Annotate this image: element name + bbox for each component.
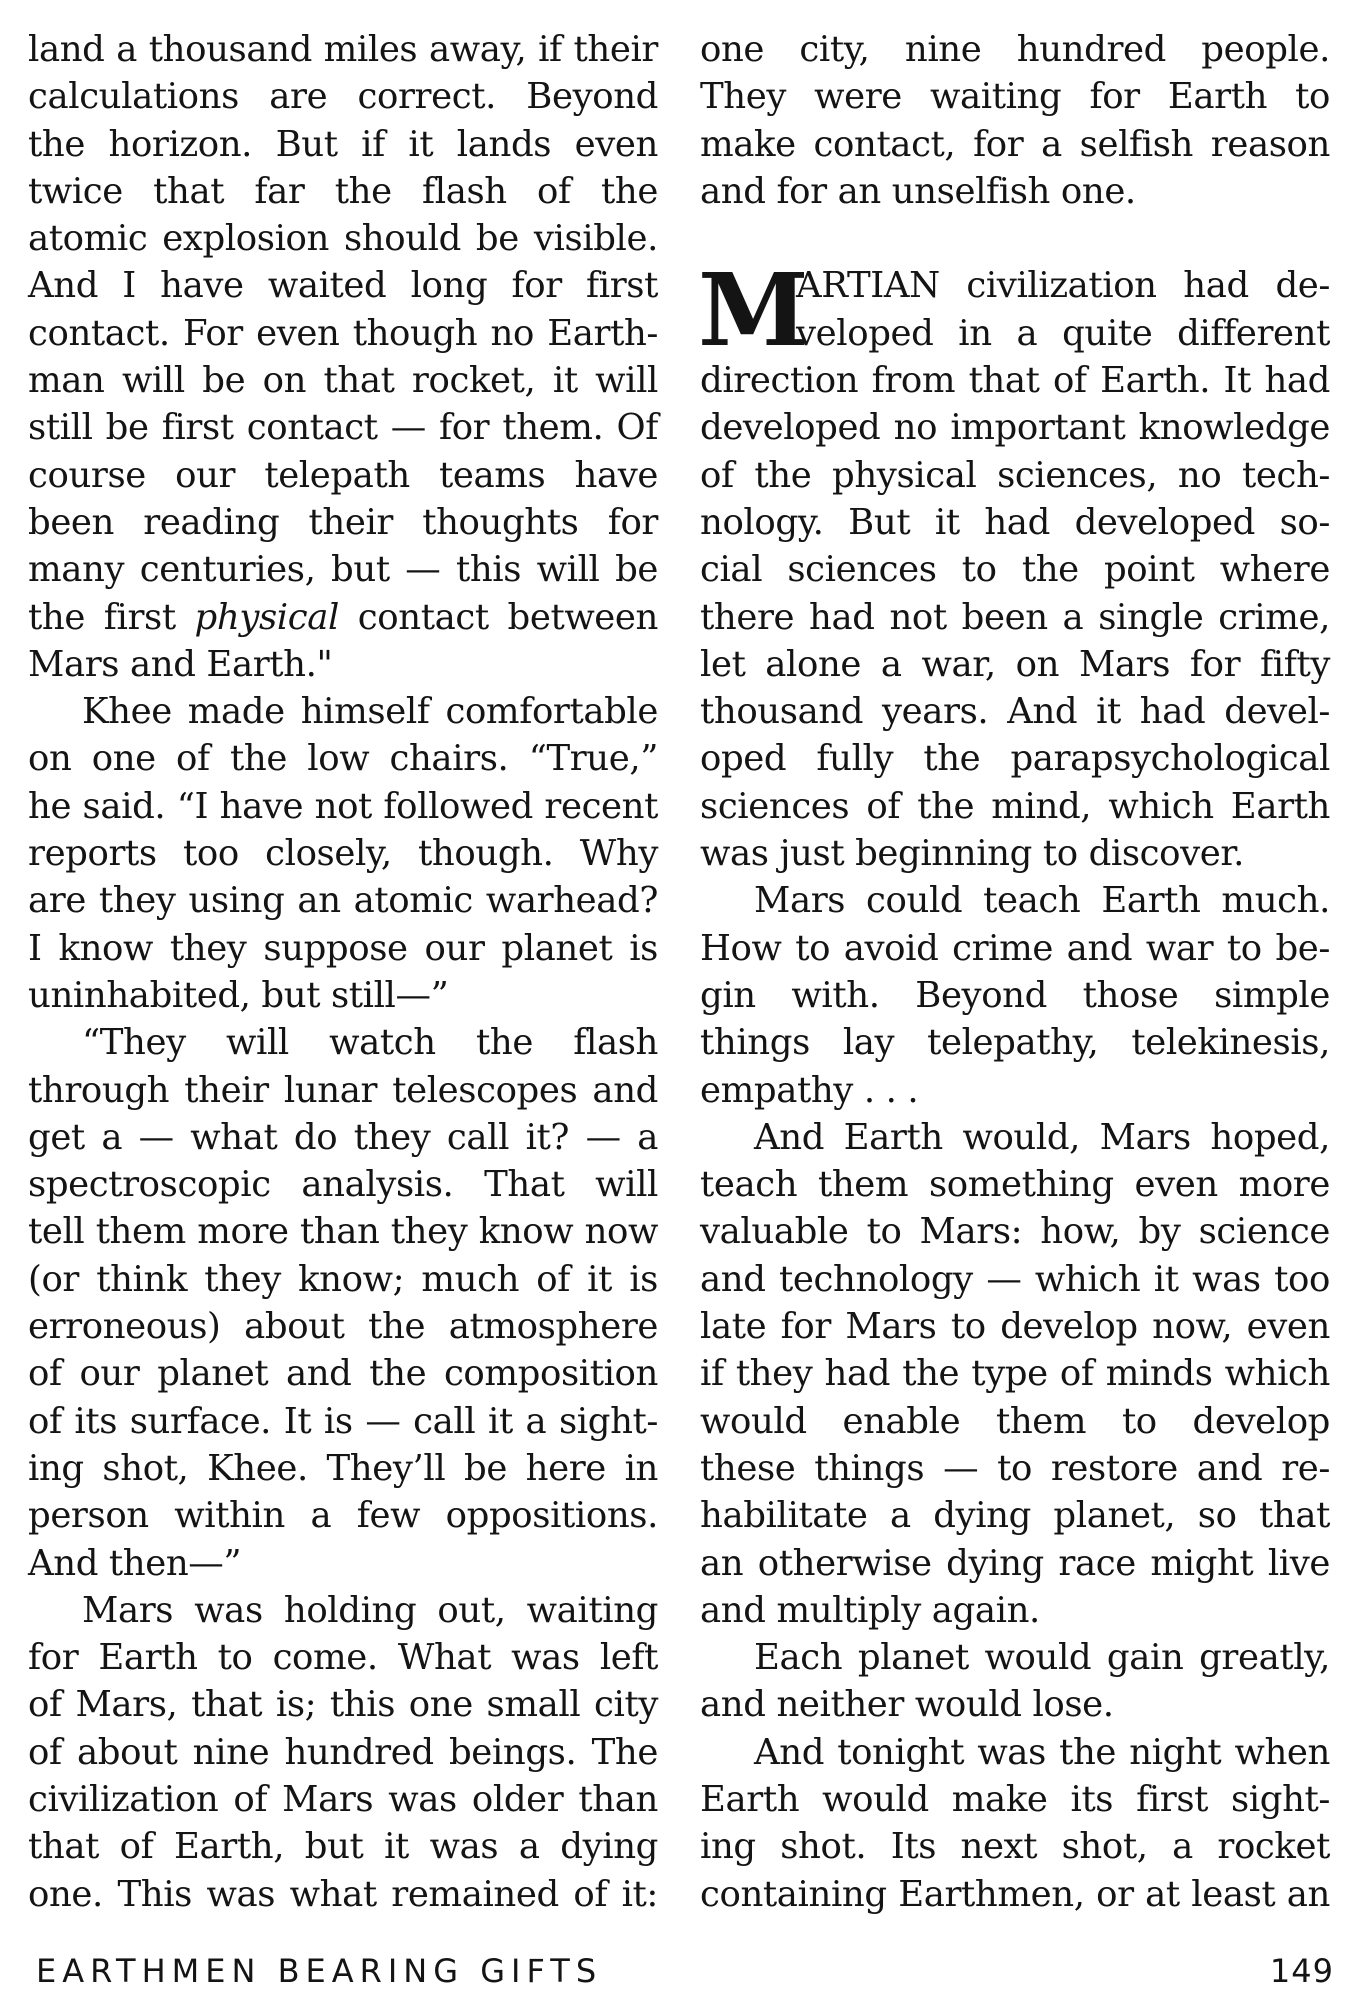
text-line: ARTIAN civilization had de- bbox=[796, 265, 1330, 307]
text-line: (or think they know; much of it is bbox=[28, 1258, 658, 1300]
text-line: And Earth would, Mars hoped, bbox=[754, 1116, 1330, 1158]
text-line: And tonight was the night when bbox=[754, 1731, 1330, 1773]
text-line: been reading their thoughts for bbox=[28, 501, 658, 543]
text-line: calculations are correct. Beyond bbox=[28, 76, 658, 118]
text-line: Khee made himself comfortable bbox=[82, 691, 658, 733]
text-line: and multiply again. bbox=[700, 1589, 1040, 1631]
text-line: contact. For even though no Earth- bbox=[28, 312, 658, 354]
text-line: valuable to Mars: how, by science bbox=[700, 1211, 1330, 1253]
text-line: of its surface. It is — call it a sight- bbox=[28, 1400, 658, 1442]
text-line: gin with. Beyond those simple bbox=[700, 974, 1330, 1016]
text-line: of about nine hundred beings. The bbox=[28, 1731, 658, 1773]
text-line: are they using an atomic warhead? bbox=[28, 880, 658, 922]
text-line: empathy . . . bbox=[700, 1069, 919, 1111]
text-line: Mars and Earth." bbox=[28, 643, 333, 685]
text-line: and neither would lose. bbox=[700, 1684, 1114, 1726]
text-line: “They will watch the flash bbox=[82, 1022, 658, 1064]
text-line: things lay telepathy, telekinesis, bbox=[700, 1022, 1330, 1064]
text-line: and technology — which it was too bbox=[700, 1258, 1330, 1300]
page-number: 149 bbox=[1269, 1952, 1334, 1990]
text-line: spectroscopic analysis. That will bbox=[28, 1164, 658, 1206]
text-line: Earth would make its first sight- bbox=[700, 1778, 1330, 1820]
text-line: atomic explosion should be visible. bbox=[28, 218, 658, 260]
text-line: civilization of Mars was older than bbox=[28, 1778, 658, 1820]
text-line: teach them something even more bbox=[700, 1164, 1330, 1206]
text-line: twice that far the flash of the bbox=[28, 170, 658, 212]
text-line: for Earth to come. What was left bbox=[28, 1637, 658, 1679]
text-line: thousand years. And it had devel- bbox=[700, 691, 1330, 733]
running-title: EARTHMEN BEARING GIFTS bbox=[36, 1952, 603, 1990]
text-line: Each planet would gain greatly, bbox=[754, 1637, 1330, 1679]
running-footer bbox=[36, 1952, 1334, 1996]
text-line: through their lunar telescopes and bbox=[28, 1069, 658, 1111]
text-line: many centuries, but — this will be bbox=[28, 549, 658, 591]
text-line: make contact, for a selfish reason bbox=[700, 123, 1330, 165]
text-line: land a thousand miles away, if their bbox=[28, 29, 658, 70]
text-line: he said. “I have not followed recent bbox=[28, 785, 658, 827]
text-line: veloped in a quite different bbox=[796, 312, 1330, 354]
right-column bbox=[700, 26, 1330, 1918]
text-line: cial sciences to the point where bbox=[700, 549, 1330, 591]
text-line: sciences of the mind, which Earth bbox=[700, 785, 1330, 827]
text-line: one city, nine hundred people. bbox=[700, 29, 1330, 70]
text-line: the horizon. But if it lands even bbox=[28, 123, 658, 165]
text-line: nology. But it had developed so- bbox=[700, 501, 1330, 543]
text-line: uninhabited, but still—” bbox=[28, 974, 449, 1016]
text-line: one. This was what remained of it: bbox=[28, 1873, 658, 1915]
text-line: on one of the low chairs. “True,” bbox=[28, 738, 658, 780]
text-line: And I have waited long for first bbox=[28, 265, 658, 307]
text-line: and for an unselfish one. bbox=[700, 170, 1136, 212]
italic-emphasis: physical bbox=[194, 596, 339, 638]
text-line: They were waiting for Earth to bbox=[700, 76, 1330, 118]
text-line: would enable them to develop bbox=[700, 1400, 1330, 1442]
text-line-with-italic: the first physical contact between bbox=[28, 596, 658, 638]
text-line: Mars could teach Earth much. bbox=[754, 880, 1330, 922]
text-line: habilitate a dying planet, so that bbox=[700, 1495, 1330, 1537]
text-line: reports too closely, though. Why bbox=[28, 833, 658, 875]
text-line: ing shot, Khee. They’ll be here in bbox=[28, 1447, 658, 1489]
text-line: Mars was holding out, waiting bbox=[82, 1589, 658, 1631]
text-line: there had not been a single crime, bbox=[700, 596, 1330, 638]
text-line: How to avoid crime and war to be- bbox=[700, 927, 1330, 969]
text-line: person within a few oppositions. bbox=[28, 1495, 658, 1537]
text-line: these things — to restore and re- bbox=[700, 1447, 1330, 1489]
text-line: was just beginning to discover. bbox=[700, 833, 1244, 875]
text-line: of our planet and the composition bbox=[28, 1353, 658, 1395]
text-line: tell them more than they know now bbox=[28, 1211, 658, 1253]
text-line: developed no important knowledge bbox=[700, 407, 1330, 449]
text-line: late for Mars to develop now, even bbox=[700, 1306, 1330, 1348]
text-line: direction from that of Earth. It had bbox=[700, 360, 1330, 402]
text-line: And then—” bbox=[28, 1542, 242, 1584]
text-line: if they had the type of minds which bbox=[700, 1353, 1330, 1395]
text-line: let alone a war, on Mars for fifty bbox=[700, 643, 1330, 685]
text-line: of the physical sciences, no tech- bbox=[700, 454, 1330, 496]
text-line: man will be on that rocket, it will bbox=[28, 360, 658, 402]
text-line: an otherwise dying race might live bbox=[700, 1542, 1330, 1584]
text-line: I know they suppose our planet is bbox=[28, 927, 658, 969]
left-column bbox=[28, 26, 658, 1918]
text-line: that of Earth, but it was a dying bbox=[28, 1826, 658, 1868]
text-line: containing Earthmen, or at least an bbox=[700, 1873, 1330, 1915]
text-line: of Mars, that is; this one small city bbox=[28, 1684, 658, 1726]
text-line: oped fully the parapsychological bbox=[700, 738, 1330, 780]
text-line: still be first contact — for them. Of bbox=[28, 407, 658, 449]
text-line: get a — what do they call it? — a bbox=[28, 1116, 658, 1158]
text-line: ing shot. Its next shot, a rocket bbox=[700, 1826, 1330, 1868]
text-line: course our telepath teams have bbox=[28, 454, 658, 496]
drop-cap: M bbox=[698, 251, 809, 370]
text-line: erroneous) about the atmosphere bbox=[28, 1306, 658, 1348]
